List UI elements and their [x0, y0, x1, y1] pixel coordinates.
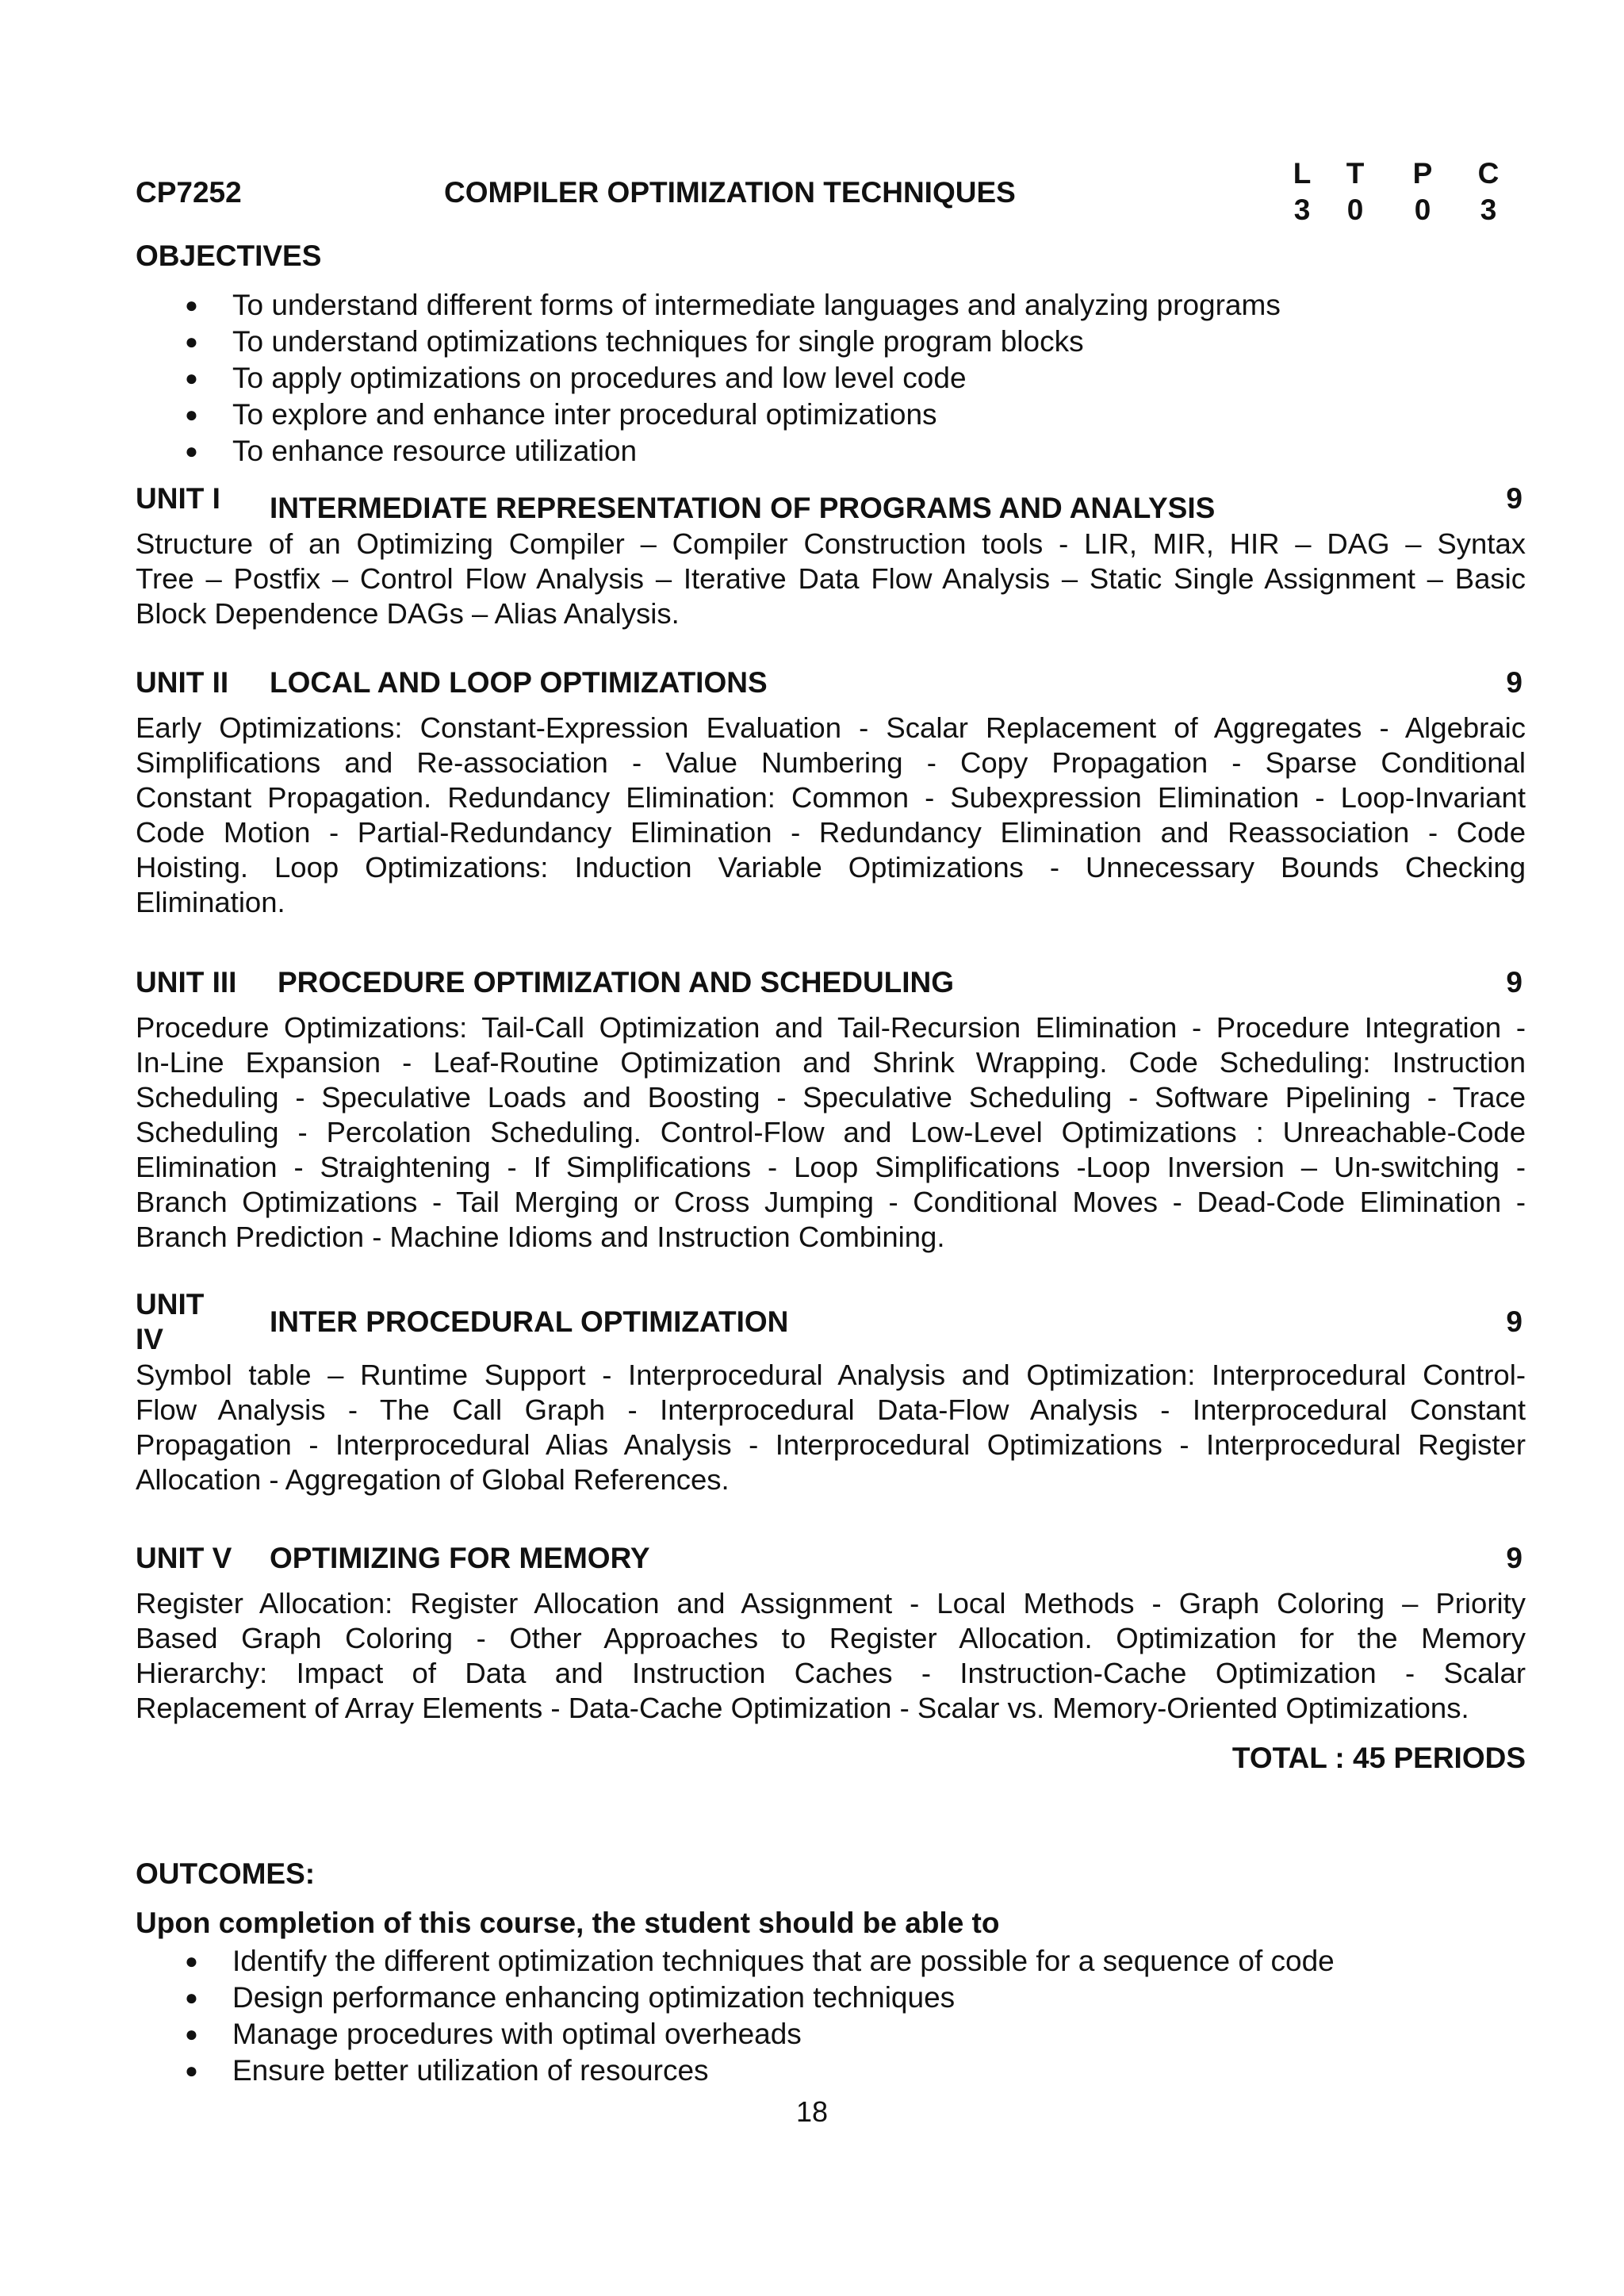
list-item: [178, 397, 1281, 433]
content-line: Register Allocation: Register Allocation and Assignment - Local Methods - Graph Coloring – Priority: [136, 1587, 1526, 1619]
content-line: Simplifications and Re-association - Value Numbering - Copy Propagation - Sparse Conditional: [136, 746, 1526, 779]
content-line: Allocation - Aggregation of Global References.: [136, 1463, 730, 1496]
unit-5-label: UNIT V: [136, 1542, 232, 1574]
page-number: 18: [795, 2095, 829, 2128]
unit-5-content: [136, 1586, 1526, 1726]
outcome-text: Manage procedures with optimal overheads: [232, 2018, 802, 2050]
bullet-icon: ●: [185, 402, 198, 427]
ltpc-table: [1286, 155, 1508, 227]
content-line: Replacement of Array Elements - Data-Cache Optimization - Scalar vs. Memory-Oriented Optimizations.: [136, 1692, 1469, 1724]
unit-5-hours: 9: [1506, 1542, 1522, 1574]
ltpc-value-c: 3: [1480, 194, 1497, 226]
bullet-icon: ●: [185, 366, 198, 390]
content-line: Hoisting. Loop Optimizations: Induction Variable Optimizations - Unnecessary Bounds Checking: [136, 851, 1526, 884]
unit-2-label: UNIT II: [136, 666, 229, 699]
unit-4-content: [136, 1358, 1526, 1497]
ltpc-value-t: 0: [1346, 194, 1364, 226]
unit-1-hours: 9: [1506, 482, 1522, 515]
list-item: [178, 1943, 1335, 1980]
unit-2-title: LOCAL AND LOOP OPTIMIZATIONS: [270, 666, 768, 699]
content-line: Code Motion - Partial-Redundancy Elimination - Redundancy Elimination and Reassociation - Code: [136, 816, 1526, 849]
unit-1-title: INTERMEDIATE REPRESENTATION OF PROGRAMS AND ANALYSIS: [270, 492, 1216, 524]
bullet-icon: ●: [185, 2022, 198, 2046]
unit-2-content: [136, 711, 1526, 920]
unit-1-content: [136, 527, 1526, 631]
objective-text: To explore and enhance inter procedural optimizations: [232, 398, 937, 431]
outcome-text: Ensure better utilization of resources: [232, 2054, 709, 2087]
list-item: [178, 324, 1281, 360]
total-periods: TOTAL : 45 PERIODS: [1231, 1742, 1526, 1774]
objectives-heading: OBJECTIVES: [136, 240, 322, 272]
list-item: [178, 2053, 1335, 2089]
list-item: [178, 287, 1281, 324]
ltpc-label-p: P: [1412, 157, 1433, 190]
list-item: [178, 2016, 1335, 2053]
content-line: Elimination - Straightening - If Simplifications - Loop Simplifications -Loop Inversion – Un-switching -: [136, 1151, 1526, 1183]
content-line: Tree – Postfix – Control Flow Analysis – Iterative Data Flow Analysis – Static Single Assignment – Basic: [136, 562, 1526, 595]
unit-3-content: [136, 1010, 1526, 1255]
content-line: Flow Analysis - The Call Graph - Interprocedural Data-Flow Analysis - Interprocedural Constant: [136, 1393, 1526, 1426]
ltpc-label-c: C: [1477, 157, 1500, 190]
content-line: Hierarchy: Impact of Data and Instruction Caches - Instruction-Cache Optimization - Scalar: [136, 1657, 1526, 1689]
unit-4-label-line2: IV: [136, 1323, 163, 1355]
objective-text: To understand optimizations techniques for single program blocks: [232, 325, 1084, 358]
bullet-icon: ●: [185, 1985, 198, 2010]
bullet-icon: ●: [185, 439, 198, 463]
content-line: Early Optimizations: Constant-Expression Evaluation - Scalar Replacement of Aggregates - Algebraic: [136, 711, 1526, 744]
content-line: Branch Prediction - Machine Idioms and Instruction Combining.: [136, 1221, 945, 1253]
unit-1-label: UNIT I: [136, 482, 220, 515]
bullet-icon: ●: [185, 293, 198, 317]
list-item: [178, 360, 1281, 397]
ltpc-value-l: 3: [1293, 194, 1311, 226]
unit-4-title: INTER PROCEDURAL OPTIMIZATION: [270, 1305, 789, 1338]
content-line: Constant Propagation. Redundancy Elimination: Common - Subexpression Elimination - Loop-Invariant: [136, 781, 1526, 814]
unit-3-title: PROCEDURE OPTIMIZATION AND SCHEDULING: [278, 966, 955, 999]
objective-text: To apply optimizations on procedures and low level code: [232, 362, 967, 394]
outcomes-heading: OUTCOMES:: [136, 1857, 316, 1890]
unit-3-label: UNIT III: [136, 966, 237, 999]
objectives-list: [178, 287, 1281, 470]
unit-2-hours: 9: [1506, 666, 1522, 699]
outcome-text: Identify the different optimization techniques that are possible for a sequence of code: [232, 1945, 1335, 1977]
ltpc-label-l: L: [1293, 157, 1312, 190]
content-line: Scheduling - Percolation Scheduling. Control-Flow and Low-Level Optimizations : Unreachable-Code: [136, 1116, 1526, 1148]
unit-4-hours: 9: [1506, 1305, 1522, 1338]
outcomes-intro: Upon completion of this course, the student should be able to: [136, 1907, 1000, 1939]
content-line: In-Line Expansion - Leaf-Routine Optimization and Shrink Wrapping. Code Scheduling: Instruction: [136, 1046, 1526, 1079]
bullet-icon: ●: [185, 329, 198, 354]
objective-text: To enhance resource utilization: [232, 435, 638, 467]
content-line: Scheduling - Speculative Loads and Boosting - Speculative Scheduling - Software Pipelining - Trace: [136, 1081, 1526, 1114]
ltpc-label-t: T: [1346, 157, 1365, 190]
content-line: Procedure Optimizations: Tail-Call Optimization and Tail-Recursion Elimination - Procedure Integration -: [136, 1011, 1526, 1044]
content-line: Based Graph Coloring - Other Approaches to Register Allocation. Optimization for the Memory: [136, 1622, 1526, 1654]
list-item: [178, 1980, 1335, 2016]
objective-text: To understand different forms of intermediate languages and analyzing programs: [232, 289, 1281, 321]
content-line: Propagation - Interprocedural Alias Analysis - Interprocedural Optimizations - Interprocedural Register: [136, 1428, 1526, 1461]
unit-3-hours: 9: [1506, 966, 1522, 999]
unit-4-label-line1: UNIT: [136, 1288, 205, 1320]
course-title: COMPILER OPTIMIZATION TECHNIQUES: [444, 176, 1016, 209]
content-line: Block Dependence DAGs – Alias Analysis.: [136, 597, 680, 630]
outcomes-list: [178, 1943, 1335, 2089]
list-item: [178, 433, 1281, 470]
content-line: Branch Optimizations - Tail Merging or Cross Jumping - Conditional Moves - Dead-Code Elimination -: [136, 1186, 1526, 1218]
content-line: Structure of an Optimizing Compiler – Compiler Construction tools - LIR, MIR, HIR – DAG – Syntax: [136, 527, 1526, 560]
unit-5-title: OPTIMIZING FOR MEMORY: [270, 1542, 650, 1574]
bullet-icon: ●: [185, 2058, 198, 2083]
outcome-text: Design performance enhancing optimization techniques: [232, 1981, 956, 2014]
content-line: Symbol table – Runtime Support - Interprocedural Analysis and Optimization: Interprocedural Control-: [136, 1359, 1526, 1391]
ltpc-value-p: 0: [1414, 194, 1431, 226]
bullet-icon: ●: [185, 1949, 198, 1973]
course-code: CP7252: [136, 176, 242, 209]
content-line: Elimination.: [136, 886, 285, 918]
